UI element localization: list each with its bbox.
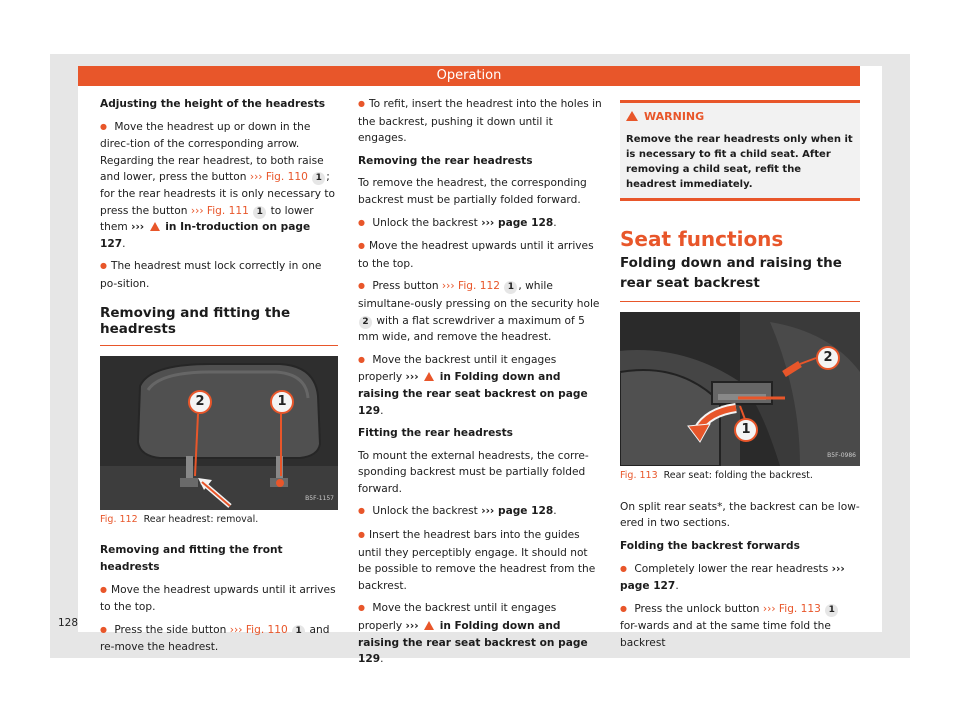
bullet-lower-headrests: ● Completely lower the rear headrests ››› page 127. xyxy=(620,561,860,595)
link-introduction[interactable]: in In-troduction on page 127 xyxy=(100,221,311,250)
warning-text: Remove the rear headrests only when it is necessary to fit a child seat. After removing a child seat, refit the headrest immediately. xyxy=(626,133,853,190)
heading-fitting-rear: Fitting the rear headrests xyxy=(358,427,513,440)
figure-callout-1: 1 xyxy=(734,418,758,442)
link-fig-111[interactable]: ››› Fig. 111 xyxy=(190,204,249,217)
link-page-127[interactable]: ››› page 127 xyxy=(620,562,845,593)
warning-heading: WARNING xyxy=(626,109,854,126)
paragraph-mount-headrests: To mount the external headrests, the corre-sponding backrest must be partially folded forward. xyxy=(358,449,589,495)
bullet-unlock-backrest: ● Unlock the backrest ››› page 128. xyxy=(358,215,602,233)
figure-caption-text: Rear seat: folding the backrest. xyxy=(663,470,813,482)
link-fig-113[interactable]: ››› Fig. 113 xyxy=(762,602,821,615)
figure-code: B5F-1157 xyxy=(305,495,334,503)
paragraph-remove-rear: To remove the headrest, the corresponding backrest must be partially folded forward. xyxy=(358,177,587,206)
headrest-illustration xyxy=(100,356,338,510)
bullet-unlock-backrest: ● Unlock the backrest ››› page 128. xyxy=(358,503,602,521)
rear-seat-illustration xyxy=(620,312,860,466)
figure-caption-113 xyxy=(620,468,860,485)
figure-label: Fig. 112 xyxy=(100,513,138,525)
figure-callout-2: 2 xyxy=(816,346,840,370)
bullet-move-headrest: ● Move the headrest up or down in the direc-tion of the corresponding arrow. Regarding the rear headrest, to both raise and lower, press the button ››› Fig. 110 1 ; for the rear headrests it is only necessary to press the button ››› Fig. 111 1 to lower them ››› in In-troduction on page 127. xyxy=(100,119,338,253)
section-title: Seat functions xyxy=(620,226,784,251)
heading-adjust-height: Adjusting the height of the headrests xyxy=(100,98,326,110)
bullet-move-upwards: ● Move the headrest upwards until it arrives to the top. xyxy=(100,582,338,616)
warning-icon xyxy=(626,111,638,121)
figure-code: B5F-0986 xyxy=(827,451,856,459)
figure-callout-2: 2 xyxy=(188,390,212,414)
link-fig-110[interactable]: ››› Fig. 110 xyxy=(229,623,288,636)
bullet-move-backrest: ● Move the backrest until it engages properly ››› in Folding down and raising the rear seat backrest on page 129. xyxy=(358,352,602,419)
figure-label: Fig. 113 xyxy=(620,470,658,482)
column-left xyxy=(100,96,338,662)
bullet-move-backrest: ● Move the backrest until it engages properly ››› in Folding down and raising the rear seat backrest on page 129. xyxy=(358,600,602,667)
callout-number: 2 xyxy=(359,316,372,329)
bullet-move-upwards: ● Move the headrest upwards until it arrives to the top. xyxy=(358,238,602,272)
section-subtitle: Folding down and raising the rear seat backrest xyxy=(620,253,860,302)
paragraph-split-seats: On split rear seats*, the backrest can be low-ered in two sections. xyxy=(620,500,860,530)
bullet-press-side-button: ● Press the side button ››› Fig. 110 1 and re-move the headrest. xyxy=(100,622,338,656)
heading-front-headrests: Removing and fitting the front headrests xyxy=(100,544,283,573)
link-fig-112[interactable]: ››› Fig. 112 xyxy=(441,280,500,293)
figure-caption-112 xyxy=(100,512,338,529)
heading-folding-forwards: Folding the backrest forwards xyxy=(620,539,800,552)
callout-number: 1 xyxy=(504,281,517,294)
bullet-refit: ● To refit, insert the headrest into the holes in the backrest, pushing it down until it engages. xyxy=(358,96,602,147)
page-number: 128 xyxy=(58,617,79,629)
link-page-128[interactable]: ››› page 128 xyxy=(481,505,554,518)
link-folding-down[interactable]: in Folding down and raising the rear seat backrest on page 129 xyxy=(358,620,588,666)
link-page-128[interactable]: ››› page 128 xyxy=(481,216,554,229)
bullet-press-button: ● Press button ››› Fig. 112 1 , while simultane-ously pressing on the security hole 2 with a flat screwdriver a maximum of 5 mm wide, and remove the headrest. xyxy=(358,278,602,345)
figure-callout-1: 1 xyxy=(270,390,294,414)
section-header: Operation xyxy=(78,66,860,86)
bullet-insert-bars: ● Insert the headrest bars into the guides until they perceptibly engage. It should not be possible to remove the headrest from the backrest. xyxy=(358,527,602,594)
column-middle xyxy=(358,96,602,674)
callout-number: 1 xyxy=(292,625,305,638)
bullet-lock-correctly: ● The headrest must lock correctly in one po-sition. xyxy=(100,258,338,292)
warning-icon xyxy=(424,621,434,630)
bullet-press-unlock: ● Press the unlock button ››› Fig. 113 1 for-wards and at the same time fold the backrest xyxy=(620,601,860,652)
callout-number: 1 xyxy=(312,172,325,185)
figure-caption-text: Rear headrest: removal. xyxy=(143,513,259,525)
warning-icon xyxy=(150,222,160,231)
callout-number: 1 xyxy=(825,604,838,617)
figure-rear-seat xyxy=(620,312,860,466)
column-right xyxy=(620,96,860,658)
warning-box xyxy=(620,100,860,201)
link-folding-down[interactable]: in Folding down and raising the rear seat backrest on page 129 xyxy=(358,371,588,417)
callout-number: 1 xyxy=(253,206,266,219)
link-fig-110[interactable]: ››› Fig. 110 xyxy=(249,171,308,184)
figure-rear-headrest xyxy=(100,356,338,510)
subheading-removing-fitting: Removing and fitting the headrests xyxy=(100,305,338,346)
warning-icon xyxy=(424,372,434,381)
heading-removing-rear: Removing the rear headrests xyxy=(358,154,533,167)
